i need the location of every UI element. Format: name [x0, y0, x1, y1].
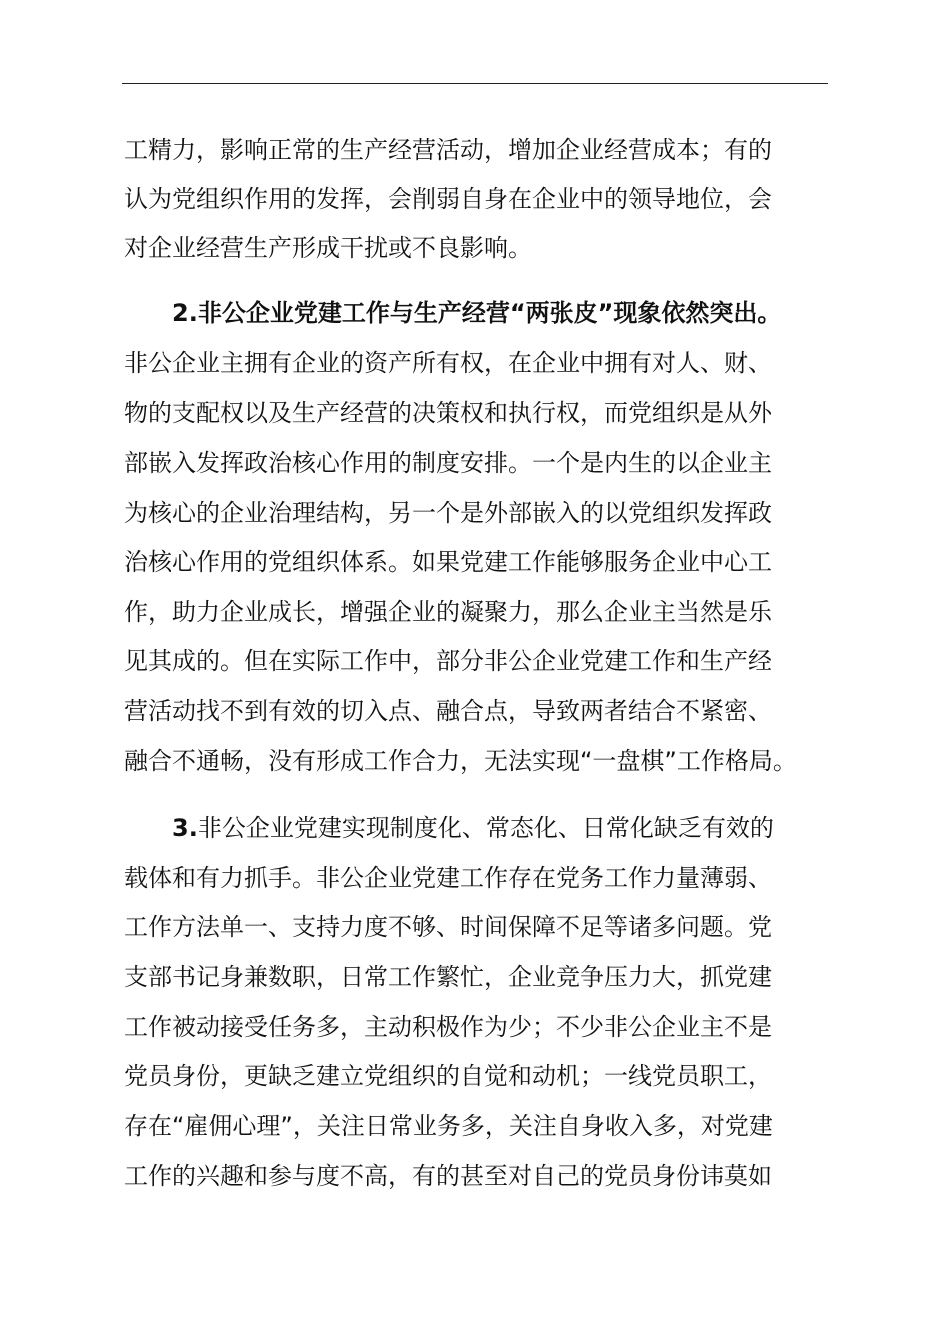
paragraph-2-line-7: 见其成的。但在实际工作中，部分非公企业党建工作和生产经: [124, 647, 772, 675]
paragraph-2-heading: 非公企业党建工作与生产经营“两张皮”现象依然突出。: [197, 299, 782, 327]
paragraph-2-line-9: 融合不通畅，没有形成工作合力，无法实现“一盘棋”工作格局。: [124, 747, 797, 775]
paragraph-3-number: 3.: [172, 814, 198, 842]
paragraph-1-line-3: 对企业经营生产形成干扰或不良影响。: [124, 234, 532, 262]
paragraph-3-heading-line: [172, 813, 892, 843]
paragraph-2-line-5: 治核心作用的党组织体系。如果党建工作能够服务企业中心工: [124, 548, 772, 576]
paragraph-3-line-7: 工作的兴趣和参与度不高，有的甚至对自己的党员身份讳莫如: [124, 1162, 772, 1190]
paragraph-3-line-3: 支部书记身兼数职，日常工作繁忙，企业竞争压力大，抓党建: [124, 963, 772, 991]
paragraph-2-number: 2.: [172, 299, 198, 327]
paragraph-3-line-6: 存在“雇佣心理”，关注日常业务多，关注自身收入多，对党建: [124, 1112, 773, 1140]
paragraph-1-line-2: 认为党组织作用的发挥，会削弱自身在企业中的领导地位，会: [124, 185, 772, 213]
paragraph-3-line-2: 工作方法单一、支持力度不够、时间保障不足等诸多问题。党: [124, 913, 772, 941]
paragraph-3-line-5: 党员身份，更缺乏建立党组织的自觉和动机；一线党员职工，: [124, 1062, 772, 1090]
paragraph-3-line-1: 载体和有力抓手。非公企业党建工作存在党务工作力量薄弱、: [124, 864, 772, 892]
paragraph-2-heading-line: [172, 298, 892, 328]
paragraph-1-line-1: 工精力，影响正常的生产经营活动，增加企业经营成本；有的: [124, 136, 772, 164]
paragraph-2-line-2: 物的支配权以及生产经营的决策权和执行权，而党组织是从外: [124, 399, 772, 427]
paragraph-2-line-4: 为核心的企业治理结构，另一个是外部嵌入的以党组织发挥政: [124, 499, 772, 527]
paragraph-2-line-6: 作，助力企业成长，增强企业的凝聚力，那么企业主当然是乐: [124, 598, 772, 626]
paragraph-2-line-1: 非公企业主拥有企业的资产所有权，在企业中拥有对人、财、: [124, 349, 772, 377]
paragraph-2-line-3: 部嵌入发挥政治核心作用的制度安排。一个是内生的以企业主: [124, 449, 772, 477]
paragraph-3-heading: 非公企业党建实现制度化、常态化、日常化缺乏有效的: [197, 814, 774, 842]
paragraph-2-line-8: 营活动找不到有效的切入点、融合点，导致两者结合不紧密、: [124, 697, 772, 725]
header-rule: [122, 83, 828, 84]
paragraph-3-line-4: 工作被动接受任务多，主动积极作为少；不少非公企业主不是: [124, 1013, 772, 1041]
